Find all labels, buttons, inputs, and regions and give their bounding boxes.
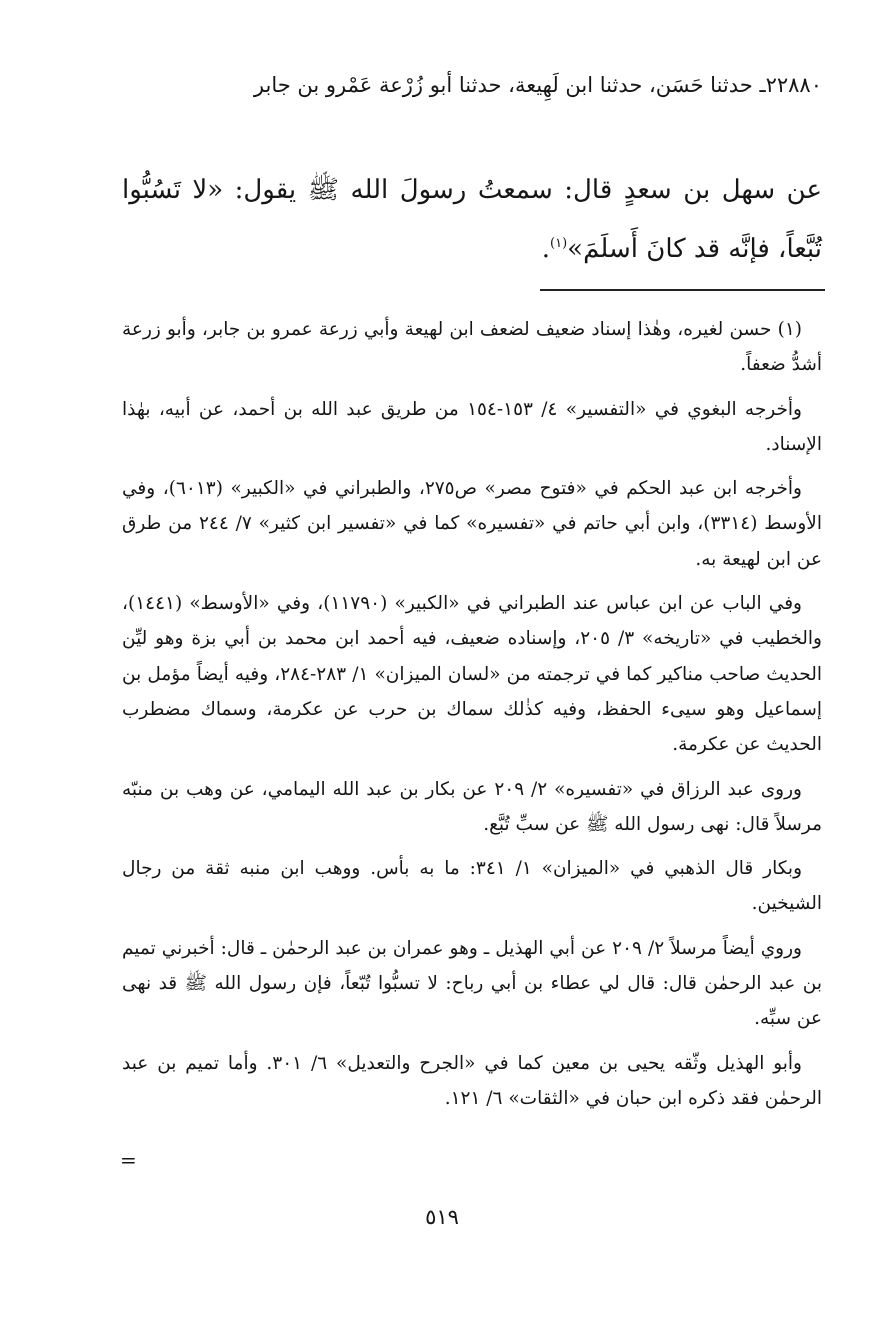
page-number: ٥١٩ bbox=[425, 1205, 459, 1229]
footnote-reference: (١) bbox=[550, 236, 568, 251]
footnote-paragraph-6: وبكار قال الذهبي في «الميزان» ١/ ٣٤١: ما به بأس. ووهب ابن منبه ثقة من رجال الشيخين. bbox=[122, 858, 822, 915]
footnote-paragraph-3: وأخرجه ابن عبد الحكم في «فتوح مصر» ص٢٧٥، والطبراني في «الكبير» (٦٠١٣)، وفي الأوسط (٣٣١٤)، وابن أبي حاتم في «تفسيره» كما في «تفسير ابن كثير» ٧/ ٢٤٤ من طرق عن ابن لهيعة به. bbox=[122, 478, 822, 570]
footnotes bbox=[122, 312, 822, 1125]
hadith-matn bbox=[122, 163, 822, 276]
footnote-separator bbox=[540, 289, 825, 291]
footnote-paragraph-7: وروي أيضاً مرسلاً ٢/ ٢٠٩ عن أبي الهذيل ـ وهو عمران بن عبد الرحمٰن ـ قال: أخبرني تميم بن عبد الرحمٰن قال: قال لي عطاء بن أبي رباح: لا تسبُّوا تُبّعاً، فإن رسول الله ﷺ قد نهى عن سبِّه. bbox=[122, 937, 822, 1030]
footnote-paragraph-8: وأبو الهذيل وثّقه يحيى بن معين كما في «الجرح والتعديل» ٦/ ٣٠١. وأما تميم بن عبد الرحمٰن فقد ذكره ابن حبان في «الثقات» ٦/ ١٢١. bbox=[122, 1052, 822, 1109]
hadith-matn-text: عن سهل بن سعدٍ قال: سمعتُ رسولَ الله ﷺ يقول: «لا تَسُبُّوا تُبَّعاً، فإنَّه قد كانَ أَسلَمَ» bbox=[122, 175, 822, 264]
footnote-paragraph-1: (١) حسن لغيره، وهٰذا إسناد ضعيف لضعف ابن لهيعة وأبي زرعة عمرو بن جابر، وأبو زرعة أشدُّ ضعفاً. bbox=[122, 319, 822, 376]
footnote-paragraph-5: وروى عبد الرزاق في «تفسيره» ٢/ ٢٠٩ عن بكار بن عبد الله اليمامي، عن وهب بن منبّه مرسلاً قال: نهى رسول الله ﷺ عن سبِّ تُبَّع. bbox=[122, 778, 822, 835]
hadith-end-mark: . bbox=[541, 234, 551, 264]
hadith-isnad: ٢٢٨٨٠ـ حدثنا حَسَن، حدثنا ابن لَهِيعة، حدثنا أبو زُرْعة عَمْرو بن جابر bbox=[253, 73, 822, 97]
footnote-paragraph-4: وفي الباب عن ابن عباس عند الطبراني في «الكبير» (١١٧٩٠)، وفي «الأوسط» (١٤٤١)، والخطيب في «تاريخه» ٣/ ٢٠٥، وإسناده ضعيف، فيه أحمد ابن محمد بن أبي بزة وهو ليِّن الحديث صاحب مناكير كما في ترجمته من «لسان الميزان» ١/ ٢٨٣-٢٨٤، وفيه أيضاً مؤمل بن إسماعيل وهو سيىء الحفظ، وفيه كذٰلك سماك بن حرب عن عكرمة، وسماك مضطرب الحديث عن عكرمة. bbox=[122, 593, 822, 756]
continuation-mark: = bbox=[120, 1148, 137, 1172]
footnote-paragraph-2: وأخرجه البغوي في «التفسير» ٤/ ١٥٣-١٥٤ من طريق عبد الله بن أحمد، عن أبيه، بهٰذا الإسناد. bbox=[122, 398, 822, 455]
